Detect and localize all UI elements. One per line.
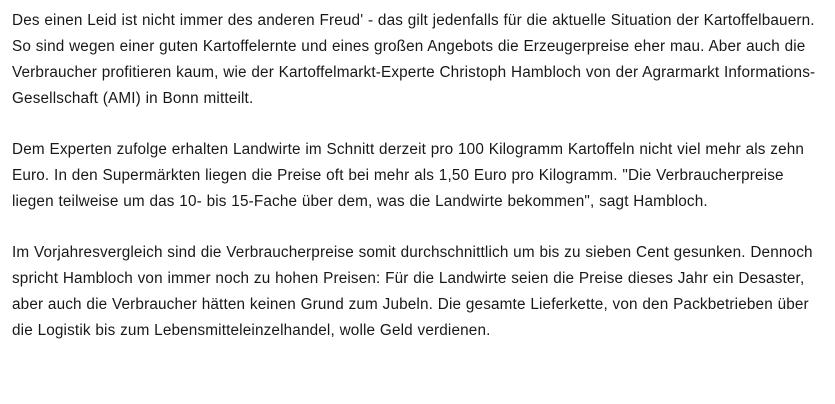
article-paragraph: Des einen Leid ist nicht immer des anderen Freud' - das gilt jedenfalls für die aktuelle Situation der Kartoffelbauern. So sind wegen einer guten Kartoffelernte und eines großen Angebots die Erzeugerpreise eher mau. Aber auch die Verbraucher profitieren kaum, wie der Kartoffelmarkt-Experte Christoph Hambloch von der Agrarmarkt Informations-Gesellschaft (AMI) in Bonn mitteilt. xyxy=(12,12,816,107)
article-paragraph: Dem Experten zufolge erhalten Landwirte im Schnitt derzeit pro 100 Kilogramm Kartoffeln nicht viel mehr als zehn Euro. In den Supermärkten liegen die Preise oft bei mehr als 1,50 Euro pro Kilogramm. "Die Verbraucherpreise liegen teilweise um das 10- bis 15-Fache über dem, was die Landwirte bekommen", sagt Hambloch. xyxy=(12,141,805,210)
article-paragraph: Im Vorjahresvergleich sind die Verbraucherpreise somit durchschnittlich um bis zu sieben Cent gesunken. Dennoch spricht Hambloch von immer noch zu hohen Preisen: Für die Landwirte seien die Preise dieses Jahr ein Desaster, aber auch die Verbraucher hätten keinen Grund zum Jubeln. Die gesamte Lieferkette, von den Packbetrieben über die Logistik bis zum Lebensmitteleinzelhandel, wolle Geld verdienen. xyxy=(12,244,813,339)
